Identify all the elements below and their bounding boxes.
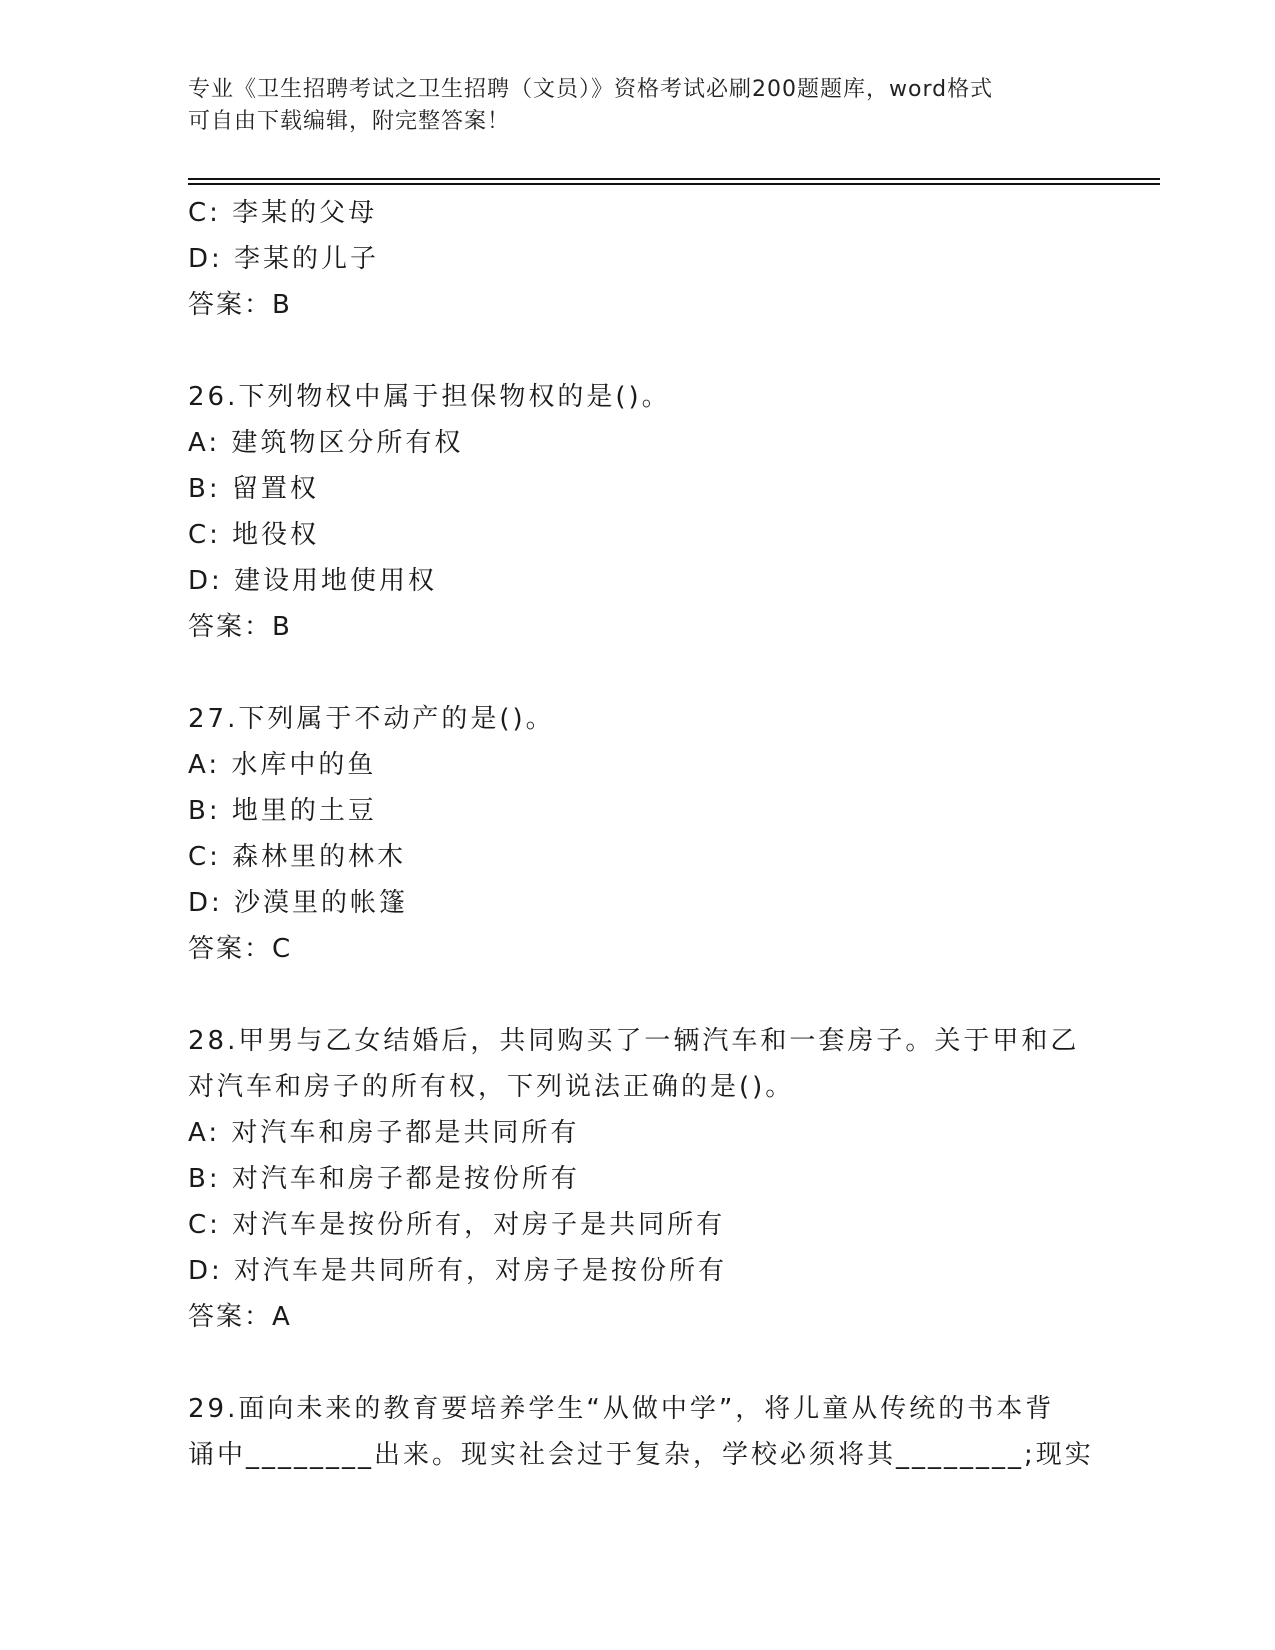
option-b: B: 地里的土豆 <box>188 796 377 826</box>
question-stem-line-2: 诵中________出来。现实社会过于复杂，学校必须将其________;现实 <box>188 1440 1094 1470</box>
spacer <box>188 1340 1088 1386</box>
option-c: C: 对汽车是按份所有，对房子是共同所有 <box>188 1210 726 1240</box>
option-d: D: 对汽车是共同所有，对房子是按份所有 <box>188 1256 728 1286</box>
option-b: B: 对汽车和房子都是按份所有 <box>188 1164 580 1194</box>
question-stem-line-2: 对汽车和房子的所有权，下列说法正确的是()。 <box>188 1072 795 1102</box>
option-d: D: 建设用地使用权 <box>188 566 438 596</box>
question-27 <box>188 696 1088 972</box>
option-a: A: 建筑物区分所有权 <box>188 428 464 458</box>
option-a: A: 对汽车和房子都是共同所有 <box>188 1118 580 1148</box>
option-d: D: 沙漠里的帐篷 <box>188 888 409 918</box>
answer-line: 答案：B <box>188 612 292 642</box>
header-divider-top <box>188 178 1160 180</box>
option-b: B: 留置权 <box>188 474 319 504</box>
spacer <box>188 650 1088 696</box>
question-stem: 27.下列属于不动产的是()。 <box>188 704 555 734</box>
answer-line: 答案：A <box>188 1302 292 1332</box>
header-divider-bottom <box>188 183 1160 185</box>
document-header <box>188 74 1088 138</box>
spacer <box>188 972 1088 1018</box>
question-continued <box>188 190 1088 328</box>
spacer <box>188 328 1088 374</box>
question-list <box>188 190 1094 1478</box>
answer-line: 答案：B <box>188 290 292 320</box>
question-28 <box>188 1018 1088 1340</box>
header-title-line-1: 专业《卫生招聘考试之卫生招聘（文员）》资格考试必刷200题题库，word格式 <box>188 77 994 102</box>
question-29 <box>188 1386 1094 1478</box>
question-stem-line-1: 28.甲男与乙女结婚后，共同购买了一辆汽车和一套房子。关于甲和乙 <box>188 1026 1080 1056</box>
option-d: D: 李某的儿子 <box>188 244 380 274</box>
option-c: C: 地役权 <box>188 520 320 550</box>
option-c: C: 李某的父母 <box>188 198 378 228</box>
option-a: A: 水库中的鱼 <box>188 750 377 780</box>
option-c: C: 森林里的林木 <box>188 842 407 872</box>
answer-line: 答案：C <box>188 934 293 964</box>
header-title-line-2: 可自由下载编辑，附完整答案！ <box>188 109 511 134</box>
question-26 <box>188 374 1088 650</box>
question-stem: 26.下列物权中属于担保物权的是()。 <box>188 382 671 412</box>
question-stem-line-1: 29.面向未来的教育要培养学生“从做中学”，将儿童从传统的书本背 <box>188 1394 1055 1424</box>
